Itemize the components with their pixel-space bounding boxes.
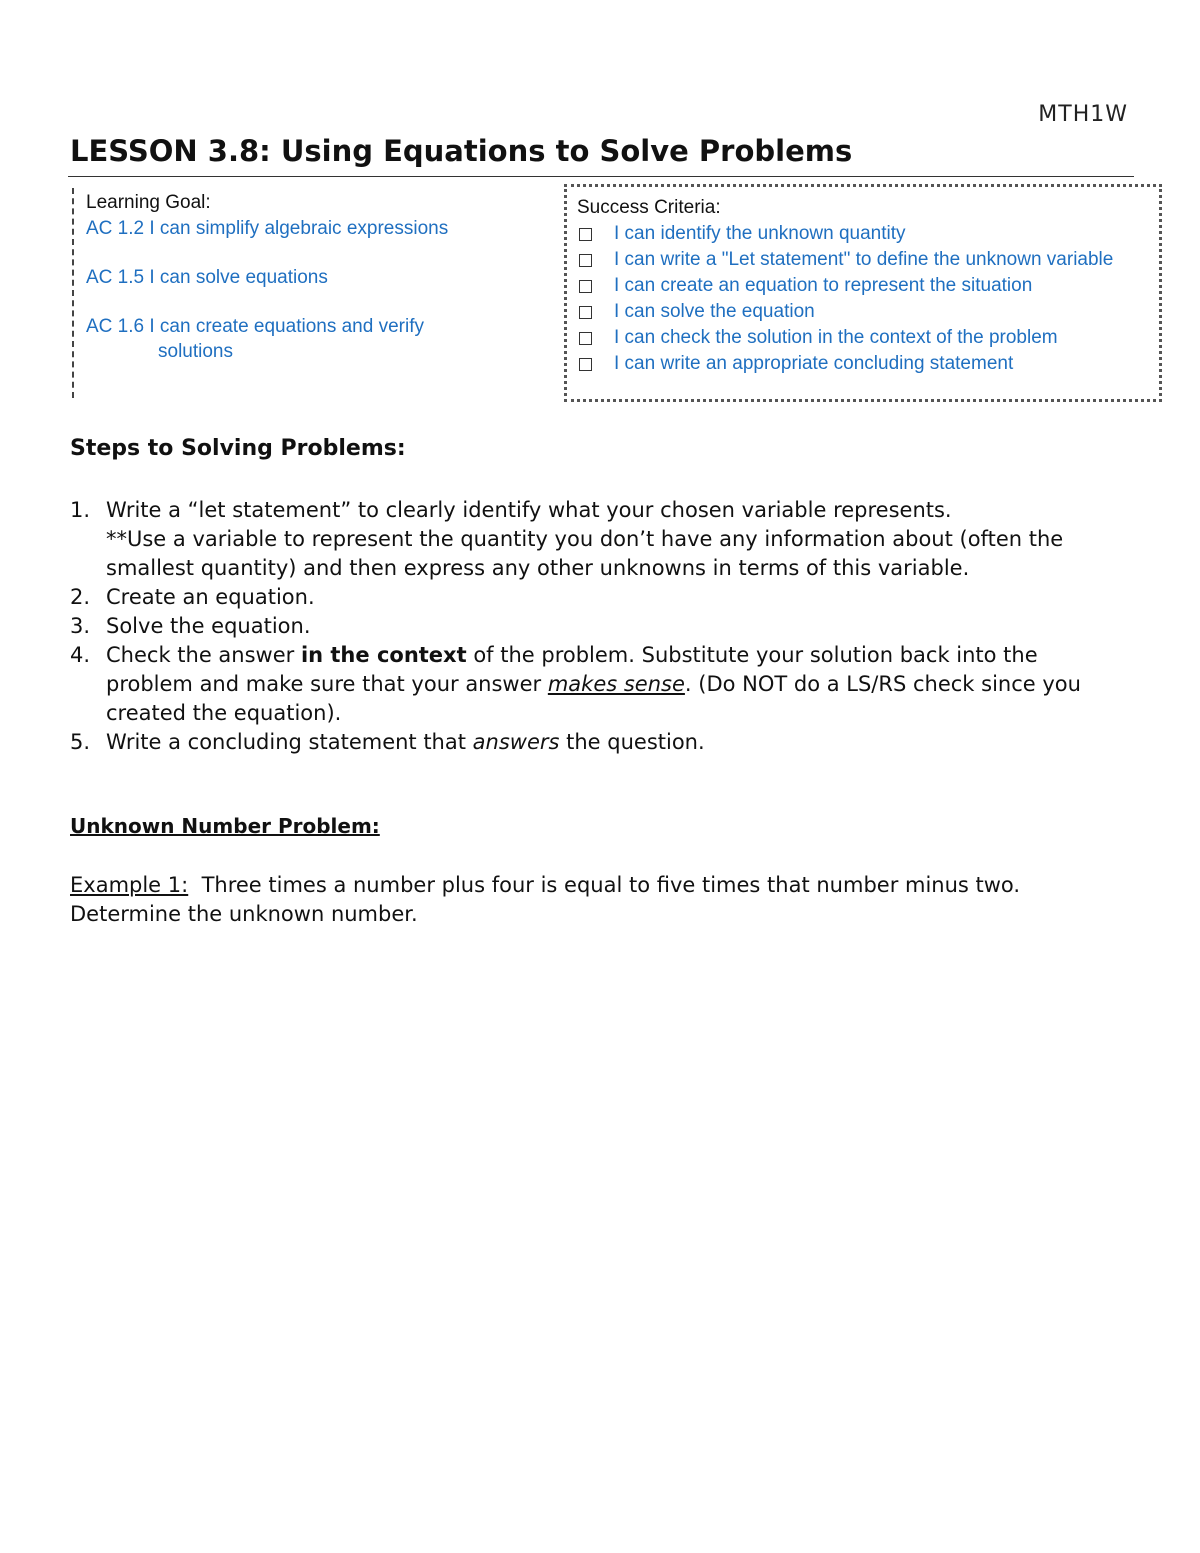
learning-goal-item-text: AC 1.5 I can solve equations — [86, 267, 328, 288]
learning-goal-item-text: AC 1.2 I can simplify algebraic expressions — [86, 218, 449, 239]
learning-goal-heading: Learning Goal: — [86, 192, 211, 213]
checkbox-icon[interactable] — [579, 228, 592, 241]
step-4-mid: of the problem. Substitute your solution back into the problem and make sure that your answer — [106, 643, 1038, 696]
step-4-emphasis: makes sense — [547, 672, 685, 696]
step-item — [70, 583, 1130, 612]
criteria-item — [577, 325, 1149, 351]
learning-goal-item — [86, 314, 542, 364]
step-item — [70, 612, 1130, 641]
criteria-item-text: I can identify the unknown quantity — [614, 223, 906, 244]
step-5-emphasis: answers — [472, 730, 560, 754]
checkbox-icon[interactable] — [579, 332, 592, 345]
criteria-item — [577, 351, 1149, 377]
step-text — [106, 728, 1130, 757]
step-5-pre: Write a concluding statement that — [106, 730, 473, 754]
criteria-item — [577, 299, 1149, 325]
criteria-item-text: I can write a "Let statement" to define the unknown variable — [614, 249, 1114, 270]
step-text: Solve the equation. — [106, 614, 311, 638]
success-criteria-box — [564, 184, 1162, 402]
step-text — [106, 496, 1130, 583]
step-4-bold: in the context — [300, 643, 467, 667]
criteria-item-text: I can write an appropriate concluding statement — [614, 353, 1014, 374]
step-number: 3. — [70, 614, 91, 638]
example-1 — [70, 871, 1130, 929]
step-number: 5. — [70, 730, 91, 754]
step-5-post: the question. — [559, 730, 705, 754]
success-criteria-list — [577, 221, 1149, 377]
step-number: 2. — [70, 585, 91, 609]
unknown-number-heading: Unknown Number Problem: — [70, 814, 380, 838]
example-text: Three times a number plus four is equal to five times that number minus two. Determine the unknown number. — [70, 873, 1027, 926]
checkbox-icon[interactable] — [579, 306, 592, 319]
learning-goal-item-text: AC 1.6 I can create equations and verify — [86, 316, 424, 337]
step-4-pre: Check the answer — [106, 643, 301, 667]
example-label: Example 1: — [70, 873, 189, 897]
checkbox-icon[interactable] — [579, 358, 592, 371]
step-text — [106, 641, 1130, 728]
step-1-text: Write a “let statement” to clearly identify what your chosen variable represents. — [106, 498, 952, 522]
step-item — [70, 728, 1130, 757]
criteria-item-text: I can create an equation to represent the situation — [614, 275, 1033, 296]
checkbox-icon[interactable] — [579, 280, 592, 293]
criteria-item — [577, 221, 1149, 247]
course-code: MTH1W — [1038, 102, 1128, 127]
success-criteria-heading: Success Criteria: — [577, 197, 721, 218]
criteria-item — [577, 273, 1149, 299]
step-item — [70, 496, 1130, 583]
steps-heading: Steps to Solving Problems: — [70, 436, 406, 461]
checkbox-icon[interactable] — [579, 254, 592, 267]
lesson-title: LESSON 3.8: Using Equations to Solve Problems — [70, 134, 853, 168]
learning-goal-item-continuation: solutions — [158, 341, 233, 362]
learning-goal-item — [86, 265, 542, 290]
step-1-note: **Use a variable to represent the quantity you don’t have any information about (often the smallest quantity) and then express any other unknowns in terms of this variable. — [106, 527, 1064, 580]
learning-goal-item — [86, 216, 542, 241]
step-text: Create an equation. — [106, 585, 315, 609]
step-number: 1. — [70, 498, 91, 522]
steps-list — [70, 496, 1130, 757]
criteria-item-text: I can check the solution in the context of the problem — [614, 327, 1058, 348]
step-4-post: . (Do NOT do a LS/RS check since you created the equation). — [106, 672, 1081, 725]
criteria-item-text: I can solve the equation — [614, 301, 815, 322]
step-number: 4. — [70, 643, 91, 667]
criteria-item — [577, 247, 1149, 273]
learning-goal-box — [72, 188, 542, 398]
title-divider — [68, 176, 1134, 177]
step-item — [70, 641, 1130, 728]
